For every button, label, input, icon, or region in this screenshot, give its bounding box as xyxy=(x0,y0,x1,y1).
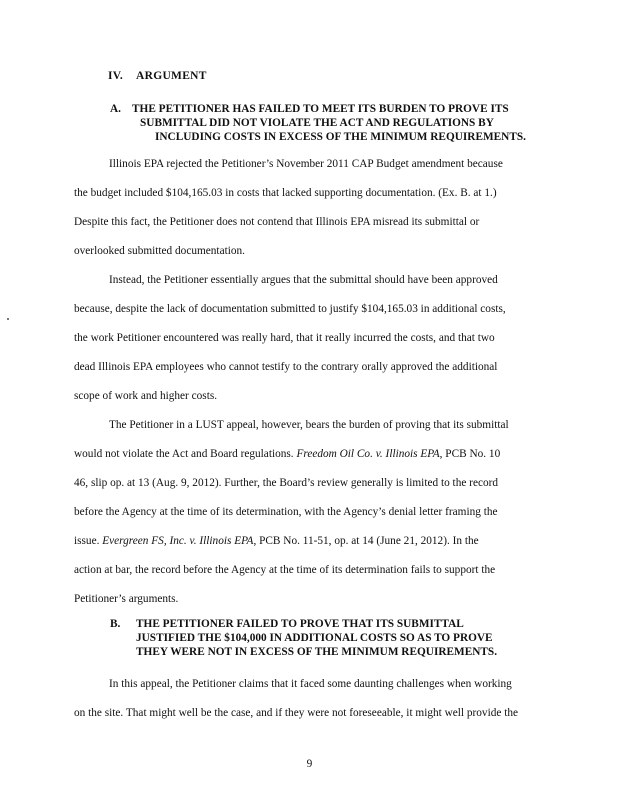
subsection-a-line: INCLUDING COSTS IN EXCESS OF THE MINIMUM REQUIREMENTS. xyxy=(155,131,526,143)
page-number: 9 xyxy=(306,758,313,770)
subsection-b-letter: B. xyxy=(110,618,121,630)
subsection-a-line: THE PETITIONER HAS FAILED TO MEET ITS BURDEN TO PROVE ITS xyxy=(132,103,509,115)
text-line xyxy=(74,535,479,547)
text-line: overlooked submitted documentation. xyxy=(74,245,245,257)
subsection-a-letter: A. xyxy=(110,103,121,115)
text-line: on the site. That might well be the case, and if they were not foreseeable, it might well provide the xyxy=(74,707,518,719)
subsection-b-line: THEY WERE NOT IN EXCESS OF THE MINIMUM REQUIREMENTS. xyxy=(136,646,498,658)
text-span: would not violate the Act and Board regulations. xyxy=(74,448,294,460)
text-line xyxy=(74,448,500,460)
subsection-b-line: THE PETITIONER FAILED TO PROVE THAT ITS SUBMITTAL xyxy=(136,618,464,630)
text-line: dead Illinois EPA employees who cannot testify to the contrary orally approved the additional xyxy=(74,361,498,373)
text-line: action at bar, the record before the Agency at the time of its determination fails to support the xyxy=(74,564,496,576)
text-line: before the Agency at the time of its determination, with the Agency’s denial letter framing the xyxy=(74,506,498,518)
text-span: issue. xyxy=(74,535,100,547)
section-heading xyxy=(108,70,207,82)
text-line: the work Petitioner encountered was really hard, that it really incurred the costs, and that two xyxy=(74,332,495,344)
text-line: Illinois EPA rejected the Petitioner’s November 2011 CAP Budget amendment because xyxy=(109,158,503,170)
text-line: scope of work and higher costs. xyxy=(74,390,218,402)
case-citation: Evergreen FS, Inc. v. Illinois EPA xyxy=(102,535,254,547)
text-line: The Petitioner in a LUST appeal, however, bears the burden of proving that its submittal xyxy=(109,419,509,431)
text-line: Instead, the Petitioner essentially argues that the submittal should have been approved xyxy=(109,274,498,286)
text-line: the budget included $104,165.03 in costs that lacked supporting documentation. (Ex. B. at 1.) xyxy=(74,187,497,199)
text-span: , PCB No. 10 xyxy=(439,448,501,460)
text-line: Despite this fact, the Petitioner does not contend that Illinois EPA misread its submittal or xyxy=(74,216,480,228)
case-citation: Freedom Oil Co. v. Illinois EPA xyxy=(296,448,440,460)
section-title: ARGUMENT xyxy=(136,70,207,82)
subsection-b-line: JUSTIFIED THE $104,000 IN ADDITIONAL COSTS SO AS TO PROVE xyxy=(136,632,493,644)
scan-mark xyxy=(7,318,9,320)
text-line: because, despite the lack of documentation submitted to justify $104,165.03 in additional costs, xyxy=(74,303,506,315)
text-line: Petitioner’s arguments. xyxy=(74,593,179,605)
text-line: 46, slip op. at 13 (Aug. 9, 2012). Further, the Board’s review generally is limited to the record xyxy=(74,477,499,489)
text-line: In this appeal, the Petitioner claims that it faced some daunting challenges when working xyxy=(109,678,512,690)
subsection-a-line: SUBMITTAL DID NOT VIOLATE THE ACT AND REGULATIONS BY xyxy=(140,117,494,129)
section-number: IV. xyxy=(108,70,124,82)
text-span: , PCB No. 11-51, op. at 14 (June 21, 2012). In the xyxy=(253,535,479,547)
